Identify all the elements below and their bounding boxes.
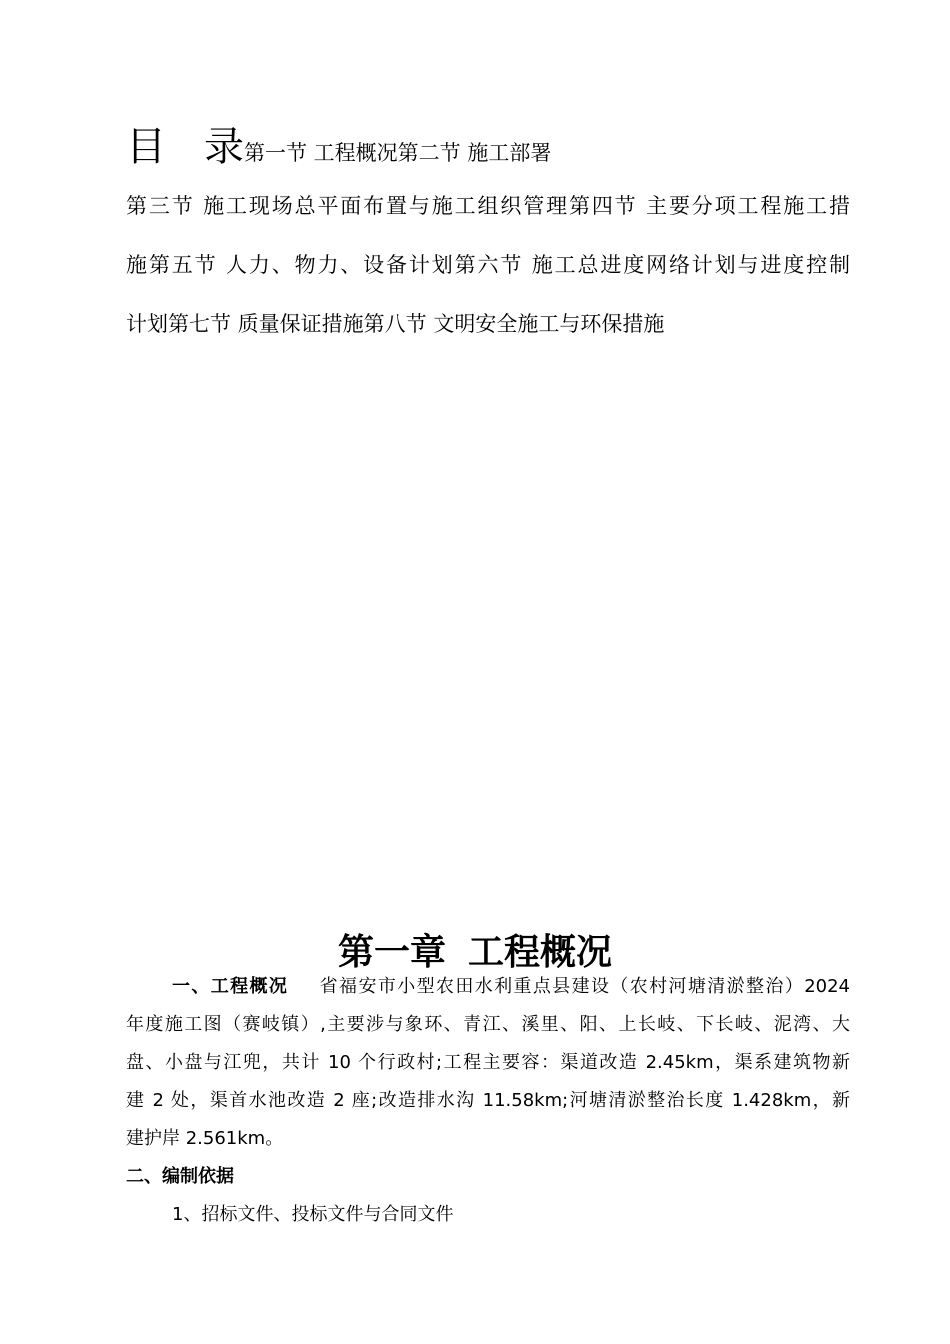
chapter-title: 工程概况: [468, 932, 613, 973]
section-1-line-1: 省福安市小型农田水利重点县建设（农村河塘清淤整治）2024: [318, 976, 851, 997]
section-1-paragraph: [126, 968, 850, 1158]
toc-line-4: 计划第七节 质量保证措施第八节 文明安全施工与环保措施: [126, 312, 665, 336]
chapter-body: [126, 968, 850, 1234]
table-of-contents: [126, 118, 850, 354]
toc-title: [126, 124, 244, 170]
section-1-line-3: 盘、小盘与江兜，共计 10 个行政村;工程主要容：渠道改造 2.45km，渠系建筑物新: [126, 1052, 850, 1073]
toc-line-2: 第三节 施工现场总平面布置与施工组织管理第四节 主要分项工程施工措: [126, 194, 850, 218]
toc-line-1-entries: 第一节 工程概况第二节 施工部署: [244, 141, 552, 165]
section-1-first-line: [126, 968, 850, 1006]
toc-title-char-1: 目: [126, 124, 166, 170]
toc-line-3: 施第五节 人力、物力、设备计划第六节 施工总进度网络计划与进度控制: [126, 253, 850, 277]
section-2-item-1: 1、招标文件、投标文件与合同文件: [172, 1204, 454, 1225]
section-1-line-2: 年度施工图（赛岐镇）,主要涉与象环、青江、溪里、阳、上长岐、下长岐、泥湾、大: [126, 1014, 850, 1035]
section-1-line-4: 建 2 处，渠首水池改造 2 座;改造排水沟 11.58km;河塘清淤整治长度 1.428km，新: [126, 1090, 850, 1111]
chapter-number: 第一章: [337, 932, 446, 973]
toc-line-1: [126, 118, 850, 177]
section-1-line-5: 建护岸 2.561km。: [126, 1128, 284, 1149]
toc-title-char-2: 录: [204, 124, 244, 170]
section-1-heading: 一、工程概况: [172, 976, 289, 997]
section-2-heading: 二、编制依据: [126, 1166, 234, 1187]
